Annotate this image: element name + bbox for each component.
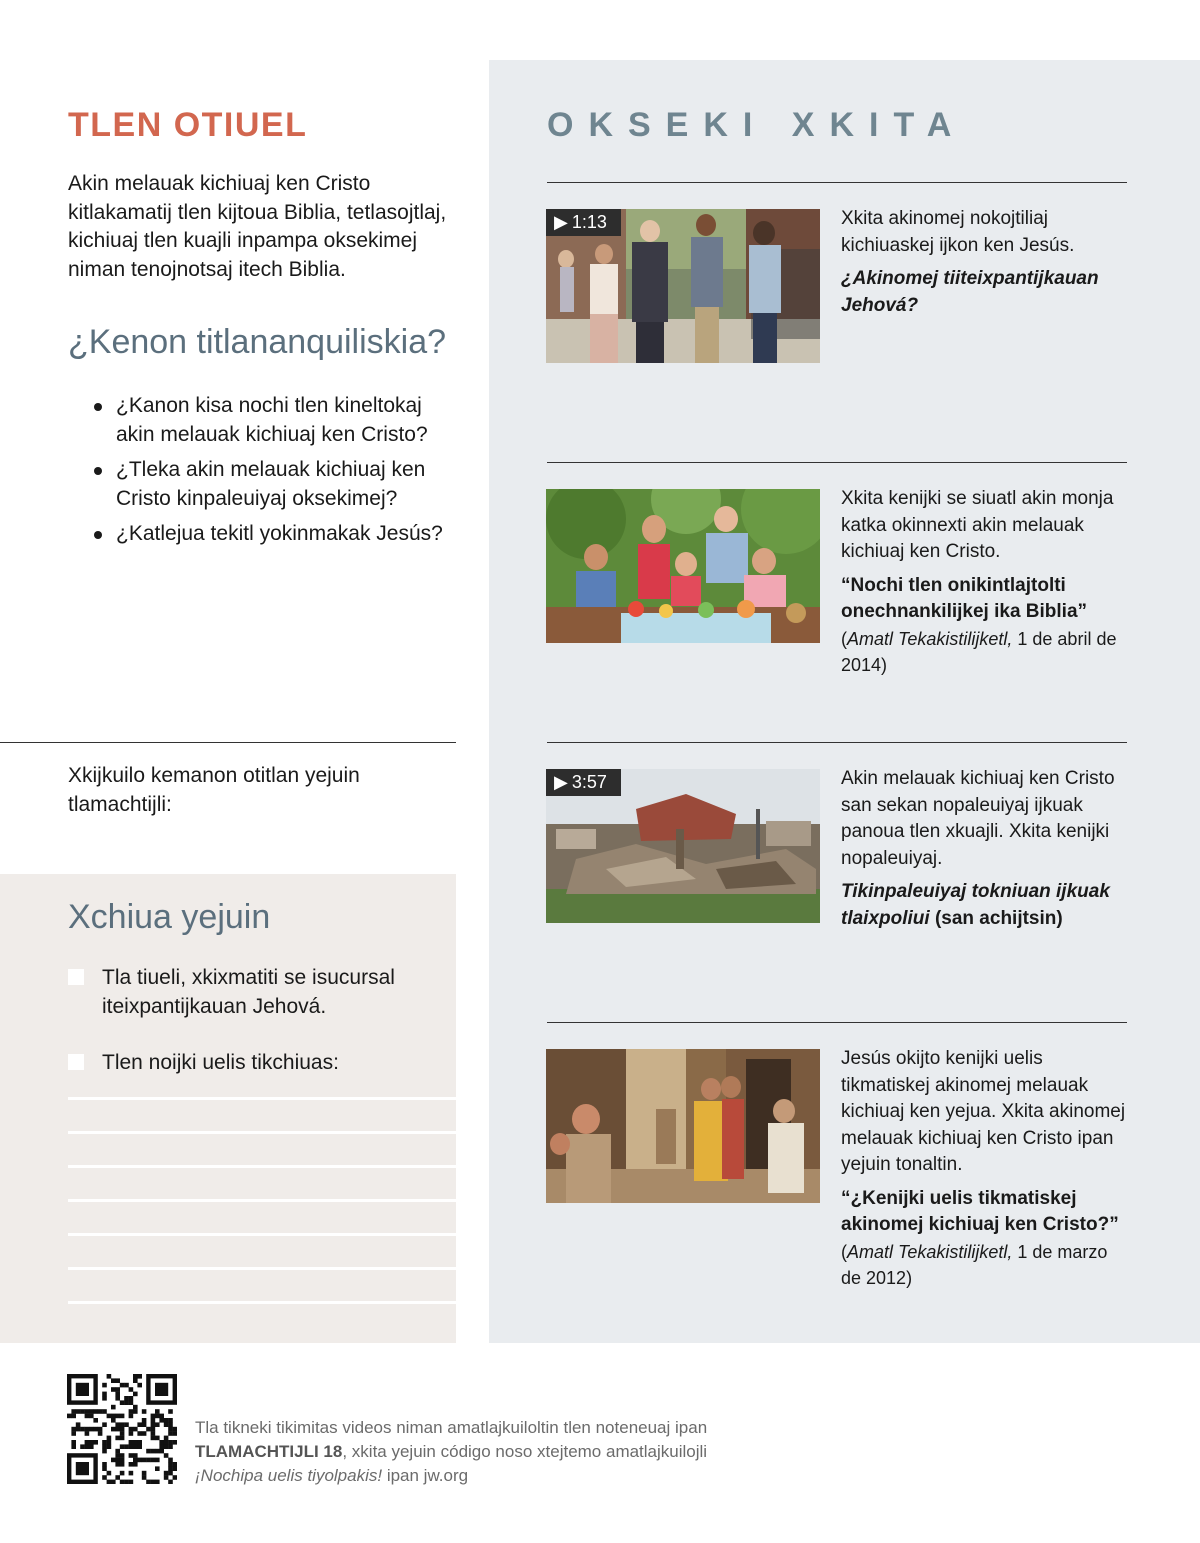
date-note-label: Xkijkuilo kemanon otitlan yejuin tlamachtijli: — [68, 764, 360, 816]
reference-suffix: (san achijtsin) — [929, 907, 1063, 929]
footer-lesson-ref: TLAMACHTIJLI 18 — [195, 1442, 343, 1461]
writing-line[interactable] — [68, 1267, 456, 1270]
video-duration-badge: ▶ 1:13 — [546, 209, 621, 236]
citation: (Amatl Tekakistilijketl, 1 de marzo de 2012) — [841, 1241, 1108, 1288]
reference-title[interactable]: “Nochi tlen onikintlajtolti onechnankilijkej ika Biblia” — [841, 574, 1088, 622]
todo-item — [68, 1049, 448, 1078]
todo-heading: Xchiua yejuin — [68, 898, 271, 936]
reference-title[interactable] — [841, 879, 1131, 932]
question-item: ¿Tleka akin melauak kichiuaj ken Cristo kinpaleuiyaj oksekimej? — [92, 456, 464, 513]
see-also-item — [841, 1046, 1131, 1291]
writing-line[interactable] — [68, 1199, 456, 1202]
writing-line[interactable] — [68, 1131, 456, 1134]
writing-line[interactable] — [68, 1165, 456, 1168]
footer-text: , xkita yejuin código noso xtejtemo amatlajkuilojli — [342, 1442, 708, 1461]
see-also-item — [841, 206, 1131, 319]
item-description: Akin melauak kichiuaj ken Cristo san sekan nopaleuiyaj ijkuak panoua tlen xkuajli. Xkita kenijki nopaleuiyaj. — [841, 768, 1115, 869]
video-thumbnail-disaster-relief[interactable] — [546, 769, 820, 923]
citation-date: 1 de abril de 2014) — [841, 628, 1117, 675]
reference-title-italic: Tikinpaleuiyaj tokniuan ijkuak tlaixpoliui — [841, 881, 1110, 929]
writing-line[interactable] — [68, 1233, 456, 1236]
section-title-okseki-xkita: OKSEKI XKITA — [547, 106, 967, 144]
todo-panel — [0, 874, 456, 1343]
video-thumbnail-street-ministry[interactable] — [546, 209, 820, 363]
todo-item-label: Tlen noijki uelis tikchiuas: — [102, 1051, 339, 1074]
divider — [547, 742, 1127, 743]
footer-note — [195, 1416, 715, 1488]
citation-magazine: Amatl Tekakistilijketl, — [847, 1241, 1013, 1262]
qr-code-image — [67, 1374, 177, 1484]
item-description: Xkita akinomej nokojtiliaj kichiuaskej ijkon ken Jesús. — [841, 208, 1075, 256]
checkbox[interactable] — [68, 1054, 84, 1070]
checkbox[interactable] — [68, 969, 84, 985]
reference-title[interactable]: “¿Kenijki uelis tikmatiskej akinomej kichiuaj ken Cristo?” — [841, 1187, 1119, 1235]
writing-line[interactable] — [68, 1097, 456, 1100]
footer-text: ipan jw.org — [382, 1466, 469, 1485]
jesus-illustration-image — [546, 1049, 820, 1203]
writing-line[interactable] — [68, 1301, 456, 1304]
divider — [547, 1022, 1127, 1023]
divider — [547, 462, 1127, 463]
question-item: ¿Kanon kisa nochi tlen kineltokaj akin melauak kichiuaj ken Cristo? — [92, 392, 464, 449]
item-description: Jesús okijto kenijki uelis tikmatiskej akinomej melauak kichiuaj ken yejua. Xkita akinomej melauak kichiuaj ken Cristo ipan yejuin tonaltin. — [841, 1048, 1126, 1175]
todo-item-label: Tla tiueli, xkixmatiti se isucursal iteixpantijkauan Jehová. — [102, 966, 395, 1018]
question-list — [92, 392, 464, 556]
reference-title[interactable]: ¿Akinomej tiiteixpantijkauan Jehová? — [841, 268, 1099, 316]
article-image-jesus-illustration[interactable] — [546, 1049, 820, 1203]
section-title-tlen-otiuel: TLEN OTIUEL — [68, 106, 308, 144]
question-item: ¿Katlejua tekitl yokinmakak Jesús? — [92, 520, 464, 549]
questions-heading: ¿Kenon titlananquiliskia? — [68, 323, 447, 361]
citation: (Amatl Tekakistilijketl, 1 de abril de 2014) — [841, 628, 1117, 675]
footer-book-title[interactable]: ¡Nochipa uelis tiyolpakis! — [195, 1466, 383, 1485]
see-also-item — [841, 486, 1131, 678]
citation-magazine: Amatl Tekakistilijketl, — [847, 628, 1013, 649]
play-icon: ▶ — [554, 212, 568, 232]
play-icon: ▶ — [554, 772, 568, 792]
citation-date: 1 de marzo de 2012) — [841, 1241, 1108, 1288]
qr-code[interactable] — [67, 1374, 177, 1484]
see-also-item — [841, 766, 1131, 932]
divider — [547, 182, 1127, 183]
video-duration-badge: ▶ 3:57 — [546, 769, 621, 796]
intro-paragraph: Akin melauak kichiuaj ken Cristo kitlakamatij tlen kijtoua Biblia, tetlasojtlaj, kichiuaj tlen kuajli inpampa oksekimej niman tenojnotsaj itech Biblia. — [68, 172, 447, 281]
footer-text: Tla tikneki tikimitas videos niman amatlajkuiloltin tlen noteneuaj ipan — [195, 1418, 708, 1437]
todo-item — [68, 964, 448, 1021]
family-meal-image — [546, 489, 820, 643]
divider — [0, 742, 456, 743]
item-description: Xkita kenijki se siuatl akin monja katka okinnexti akin melauak kichiuaj ken Cristo. — [841, 488, 1114, 562]
article-image-family-meal[interactable] — [546, 489, 820, 643]
